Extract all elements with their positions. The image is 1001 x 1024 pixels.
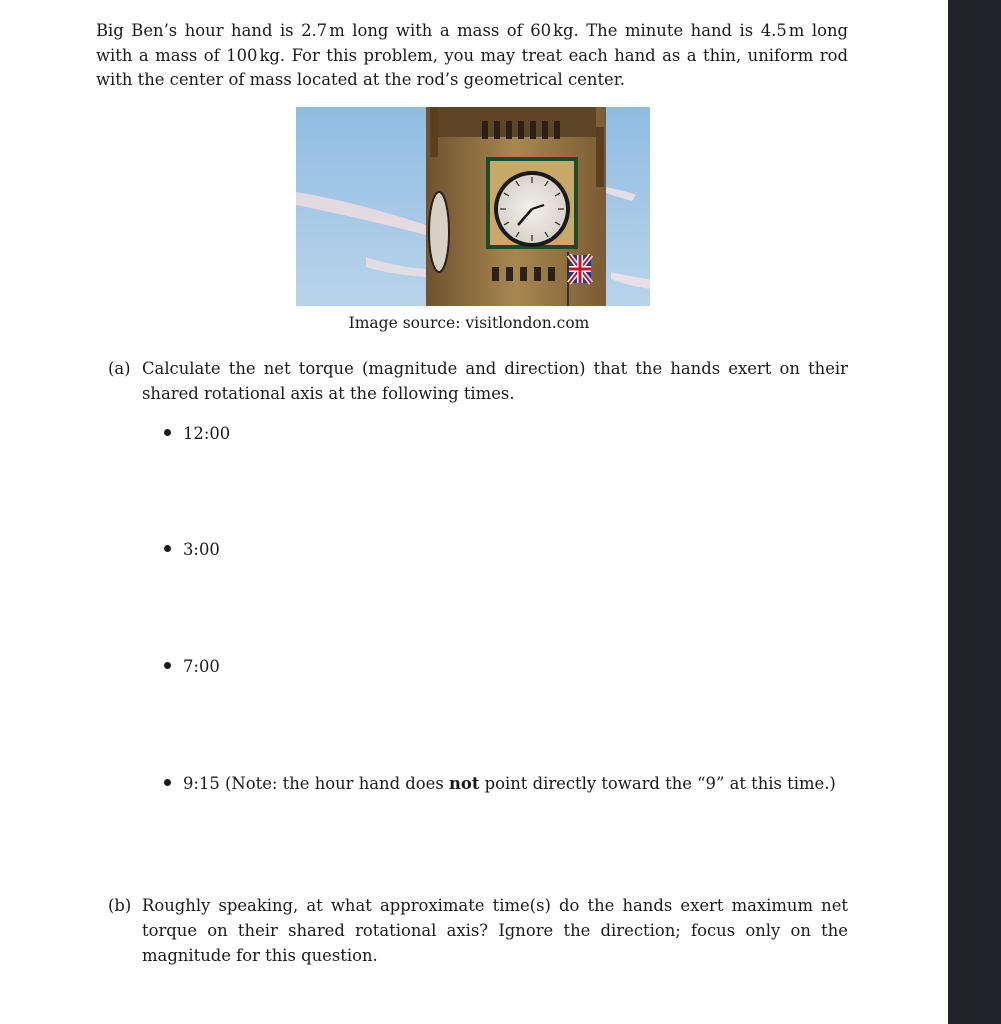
bullet-icon <box>164 662 171 669</box>
bullet-icon <box>164 429 171 436</box>
note-post: point directly toward the “9” at this time.) <box>479 774 836 793</box>
part-b-text: Roughly speaking, at what approximate time(s) do the hands exert maximum net torque on their shared rotational axis? Ignore the direction; focus only on the magnitude for this question. <box>142 896 848 965</box>
note-pre: (Note: the hour hand does <box>219 774 449 793</box>
time-915: 9:15 <box>183 774 220 793</box>
part-b-label: (b) <box>108 896 132 915</box>
bullet-icon <box>164 779 171 786</box>
question-part-b <box>108 893 848 968</box>
time-1200: 12:00 <box>183 424 231 443</box>
problem-intro: Big Ben’s hour hand is 2.7 m long with a mass of 60 kg. The minute hand is 4.5 m long with a mass of 100 kg. For this problem, you may treat each hand as a thin, uniform rod with the center of mass located at the rod’s geometrical center. <box>96 21 848 90</box>
time-300: 3:00 <box>183 540 220 559</box>
list-item <box>162 538 220 562</box>
note-bold: not <box>449 774 480 793</box>
figure-caption: Image source: visitlondon.com <box>348 314 590 332</box>
viewer-sidebar <box>948 0 1001 1024</box>
question-part-a <box>108 356 848 406</box>
part-a-text: Calculate the net torque (magnitude and direction) that the hands exert on their shared rotational axis at the following times. <box>142 359 848 403</box>
time-700: 7:00 <box>183 657 220 676</box>
list-item <box>162 422 230 446</box>
list-item <box>162 655 220 679</box>
big-ben-photo <box>296 107 650 306</box>
bullet-icon <box>164 545 171 552</box>
list-item <box>162 772 836 796</box>
part-a-label: (a) <box>108 359 131 378</box>
